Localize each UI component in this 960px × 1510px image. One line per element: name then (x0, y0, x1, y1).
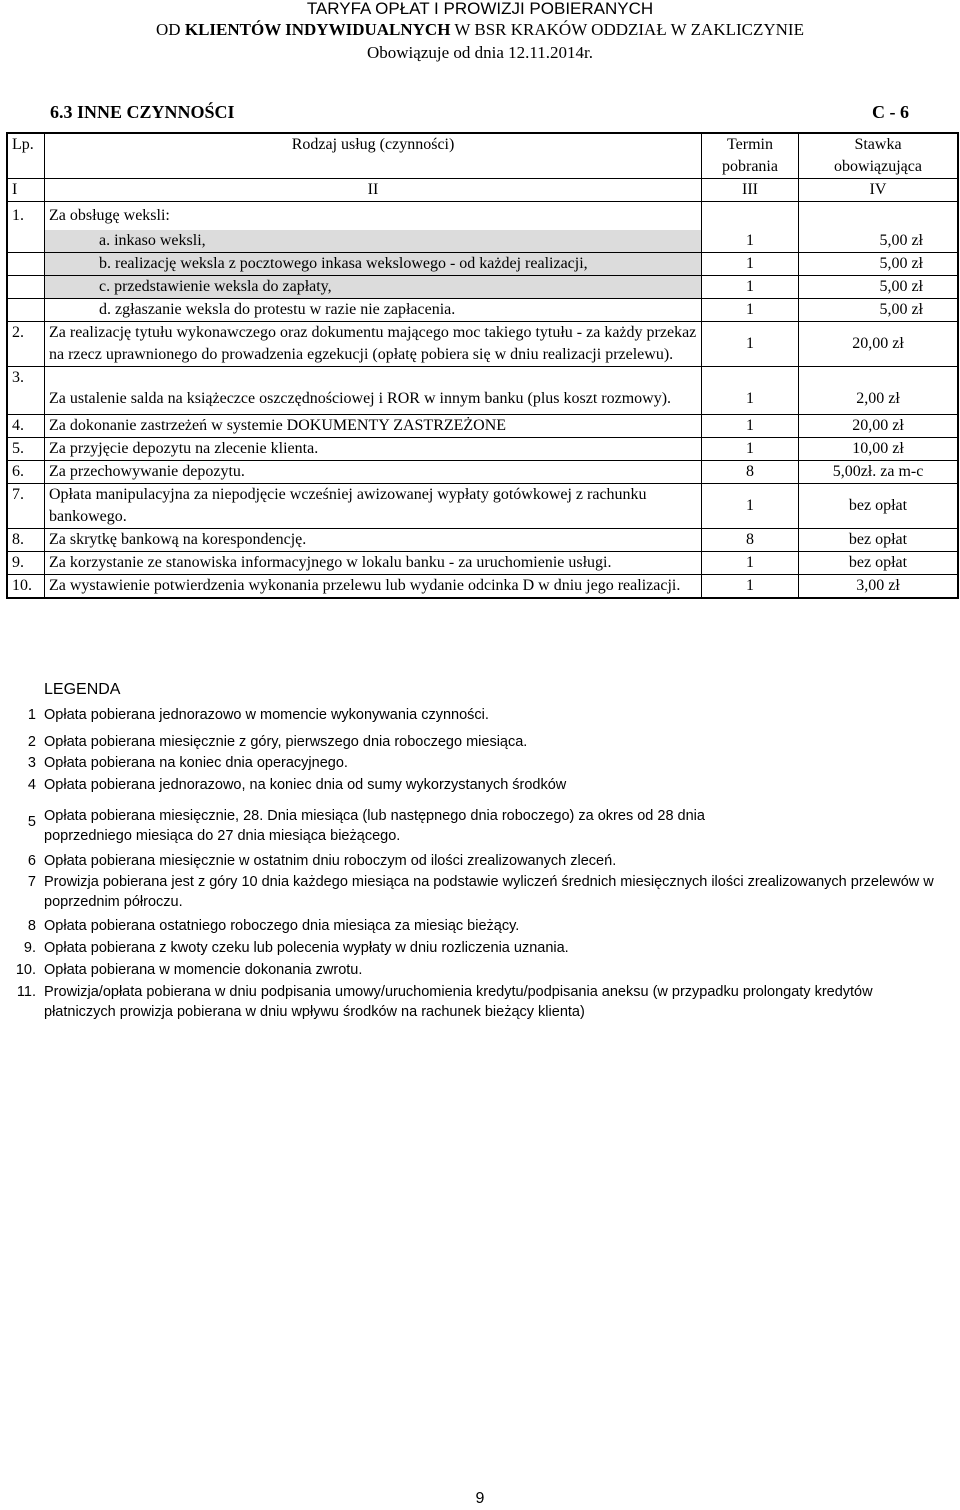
row-term: 1 (702, 230, 799, 253)
table-row (7, 483, 958, 528)
table-row (7, 230, 958, 253)
row-lp (7, 252, 45, 275)
header-rate: Stawka obowiązująca (799, 133, 959, 179)
page-number: 9 (475, 1490, 485, 1507)
legend-number: 11. (16, 984, 36, 1000)
row-term: 1 (702, 574, 799, 598)
table-row (7, 528, 958, 551)
row-desc: Za przechowywanie depozytu. (45, 460, 702, 483)
table-row (7, 366, 958, 414)
row-desc: Za ustalenie salda na książeczce oszczędnościowej i ROR w innym banku (plus koszt rozmowy). (45, 366, 702, 414)
row-term: 1 (702, 275, 799, 298)
header-term: Termin pobrania (702, 133, 799, 179)
legend-text: Prowizja/opłata pobierana w dniu podpisania umowy/uruchomienia kredytu/podpisania aneksu (w przypadku prolongaty kredytów płatniczych prowizja pobierana w dniu wpływu środków na rachunek bieżący klienta) (44, 984, 873, 1020)
row-term: 1 (702, 414, 799, 437)
row-desc: Za przyjęcie depozytu na zlecenie klienta. (45, 437, 702, 460)
legend-text: Opłata pobierana ostatniego roboczego dnia miesiąca za miesiąc bieżący. (44, 918, 520, 934)
row-lp: 7. (7, 483, 45, 528)
document-subtitle: OD KLIENTÓW INDYWIDUALNYCH W BSR KRAKÓW ODDZIAŁ W ZAKLICZYNIE (156, 20, 804, 39)
row-term (702, 202, 799, 230)
row-term: 1 (702, 366, 799, 414)
row-desc: d. zgłaszanie weksla do protestu w razie nie zapłacenia. (45, 298, 702, 321)
row-term: 1 (702, 483, 799, 528)
row-lp: 1. (7, 202, 45, 230)
row-lp: 8. (7, 528, 45, 551)
row-lp (7, 230, 45, 253)
table-row (7, 275, 958, 298)
section-code: C - 6 (872, 102, 909, 122)
table-row (7, 574, 958, 598)
row-rate: 5,00 zł (799, 230, 959, 253)
legend-text: Opłata pobierana z kwoty czeku lub polecenia wypłaty w dniu rozliczenia uznania. (44, 940, 569, 956)
roman-row (7, 179, 958, 202)
header-type: Rodzaj usług (czynności) (45, 133, 702, 179)
table-row (7, 551, 958, 574)
table-row (7, 437, 958, 460)
legend-text: Opłata pobierana jednorazowo, na koniec dnia od sumy wykorzystanych środków (44, 777, 567, 793)
table-row (7, 202, 958, 230)
row-rate: bez opłat (799, 483, 959, 528)
table-row (7, 321, 958, 366)
effective-date: Obowiązuje od dnia 12.11.2014r. (367, 43, 593, 62)
tariff-table (6, 132, 959, 599)
legend-text: Opłata pobierana miesięcznie w ostatnim dniu roboczym od ilości zrealizowanych zleceń. (44, 853, 617, 869)
row-desc: Za wystawienie potwierdzenia wykonania przelewu lub wydanie odcinka D w dniu jego realizacji. (45, 574, 702, 598)
row-term: 1 (702, 252, 799, 275)
section-title: 6.3 INNE CZYNNOŚCI (50, 102, 235, 122)
roman-3: III (702, 179, 799, 202)
legend-text: Opłata pobierana w momencie dokonania zwrotu. (44, 962, 363, 978)
legend-text: Opłata pobierana jednorazowo w momencie wykonywania czynności. (44, 707, 489, 723)
legend-number: 4 (27, 777, 36, 793)
row-rate: 5,00 zł (799, 252, 959, 275)
legend-number: 9. (23, 940, 36, 956)
row-rate: 5,00 zł (799, 275, 959, 298)
row-lp (7, 298, 45, 321)
row-lp: 5. (7, 437, 45, 460)
row-rate: 2,00 zł (799, 366, 959, 414)
row-term: 8 (702, 528, 799, 551)
roman-1: I (7, 179, 45, 202)
row-lp: 10. (7, 574, 45, 598)
row-lp: 3. (7, 366, 45, 414)
row-rate: 5,00 zł (799, 298, 959, 321)
row-rate: bez opłat (799, 551, 959, 574)
roman-4: IV (799, 179, 959, 202)
table-row (7, 460, 958, 483)
legend-text: Opłata pobierana miesięcznie, 28. Dnia miesiąca (lub następnego dnia roboczego) za okres od 28 dnia poprzedniego miesiąca do 27 dnia miesiąca bieżącego. (44, 808, 705, 844)
row-rate: 5,00zł. za m-c (799, 460, 959, 483)
legend-number: 10. (15, 962, 36, 978)
row-lp (7, 275, 45, 298)
row-rate: 10,00 zł (799, 437, 959, 460)
row-rate: 20,00 zł (799, 414, 959, 437)
row-term: 8 (702, 460, 799, 483)
document-title: TARYFA OPŁAT I PROWIZJI POBIERANYCH (306, 0, 654, 18)
legend-text: Opłata pobierana miesięcznie z góry, pierwszego dnia roboczego miesiąca. (44, 734, 528, 750)
legend-text: Prowizja pobierana jest z góry 10 dnia każdego miesiąca na podstawie wyliczeń średnich miesięcznych ilości zrealizowanych przelewów w poprzednim półroczu. (44, 874, 934, 910)
row-rate: 3,00 zł (799, 574, 959, 598)
row-desc: Opłata manipulacyjna za niepodjęcie wcześniej awizowanej wypłaty gotówkowej z rachunku bankowego. (45, 483, 702, 528)
row-desc: Za korzystanie ze stanowiska informacyjnego w lokalu banku - za uruchomienie usługi. (45, 551, 702, 574)
legend-text: Opłata pobierana na koniec dnia operacyjnego. (44, 755, 348, 771)
row-lp: 2. (7, 321, 45, 366)
table-row (7, 298, 958, 321)
table-header-row (7, 133, 958, 179)
roman-2: II (45, 179, 702, 202)
legend-number: 7 (27, 874, 36, 890)
row-desc: Za obsługę weksli: (45, 202, 702, 230)
row-desc: Za dokonanie zastrzeżeń w systemie DOKUMENTY ZASTRZEŻONE (45, 414, 702, 437)
row-lp: 6. (7, 460, 45, 483)
legend-number: 5 (27, 814, 36, 830)
legend-title: LEGENDA (44, 681, 121, 698)
row-desc: b. realizację weksla z pocztowego inkasa wekslowego - od każdej realizacji, (45, 252, 702, 275)
row-desc: c. przedstawienie weksla do zapłaty, (45, 275, 702, 298)
row-desc: Za skrytkę bankową na korespondencję. (45, 528, 702, 551)
table-row (7, 252, 958, 275)
row-term: 1 (702, 551, 799, 574)
row-term: 1 (702, 321, 799, 366)
row-rate: 20,00 zł (799, 321, 959, 366)
row-lp: 4. (7, 414, 45, 437)
row-term: 1 (702, 298, 799, 321)
legend-number: 3 (27, 755, 36, 771)
legend-number: 2 (27, 734, 36, 750)
row-rate (799, 202, 959, 230)
header-lp: Lp. (7, 133, 45, 179)
row-rate: bez opłat (799, 528, 959, 551)
row-desc: Za realizację tytułu wykonawczego oraz dokumentu mającego moc takiego tytułu - za każdy przekaz na rzecz uprawnionego do prowadzenia egzekucji (opłatę pobiera się w dniu realizacji przelewu). (45, 321, 702, 366)
legend-number: 6 (27, 853, 36, 869)
legend-number: 1 (27, 707, 36, 723)
table-row (7, 414, 958, 437)
legend-number: 8 (27, 918, 36, 934)
row-lp: 9. (7, 551, 45, 574)
row-term: 1 (702, 437, 799, 460)
row-desc: a. inkaso weksli, (45, 230, 702, 253)
